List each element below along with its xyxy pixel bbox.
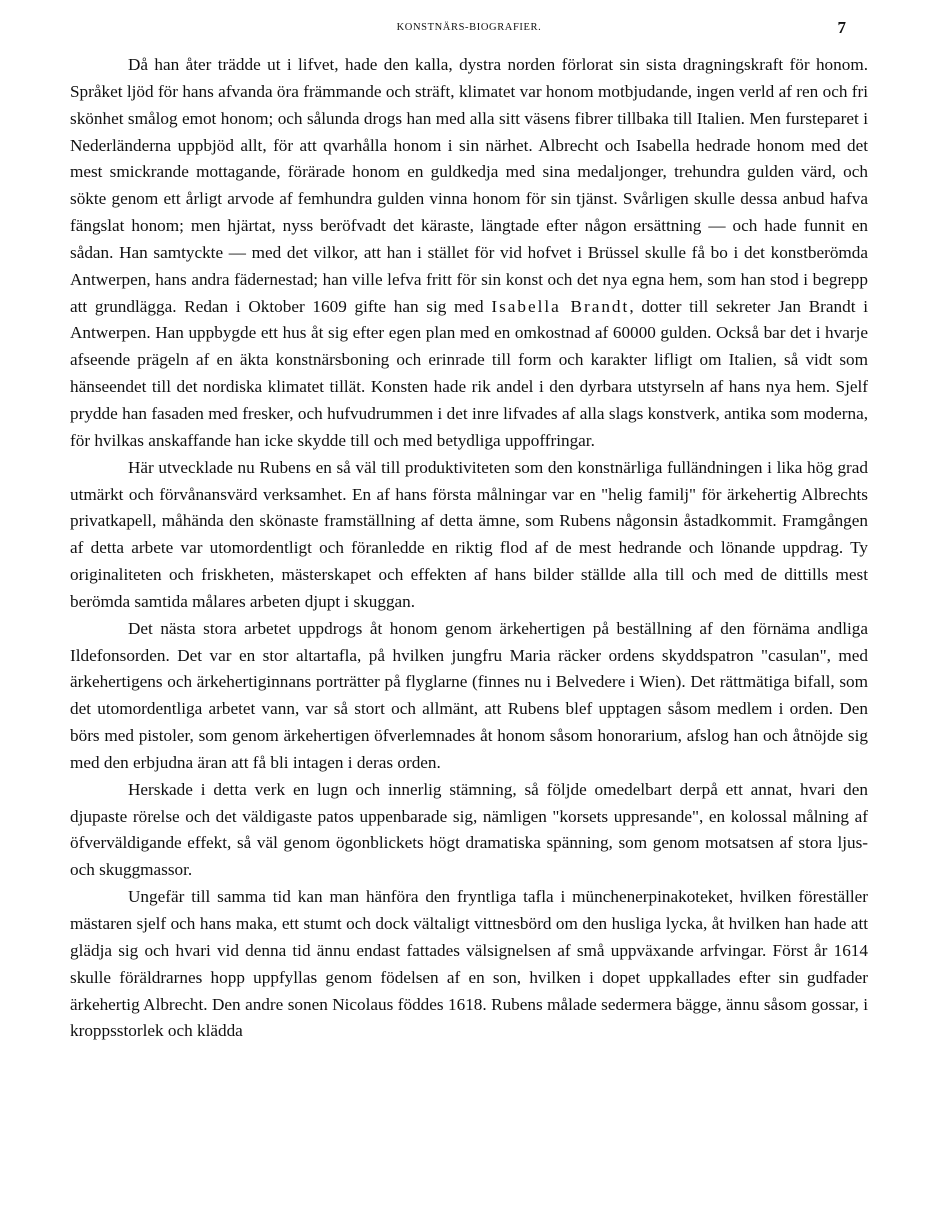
paragraph-text: Herskade i detta verk en lugn och innerlig stämning, så följde omedelbart derpå ett annat, hvari den djupaste rörelse och det väldigaste patos uppenbarade sig, nämligen "korsets uppresande", en kolossal målning af öfverväldigande effekt, så väl genom ögonblickets högt dramatiska spänning, som genom motsatsen af stora ljus- och skuggmassor. [70,779,868,880]
page-number: 7 [837,18,846,37]
body-text [70,52,868,1045]
paragraph [70,52,868,455]
running-title: KONSTNÄRS-BIOGRAFIER. [396,22,542,33]
paragraph-text: Ungefär till samma tid kan man hänföra den fryntliga tafla i münchenerpinakoteket, hvilken föreställer mästaren sjelf och hans maka, ett stumt och dock vältaligt vittnesbörd om den husliga lycka, åt hvilken han hade att glädja sig och hvari vid denna tid ännu endast fattades välsignelsen af små uppväxande arfvingar. Först år 1614 skulle föräldrarnes hopp uppfyllas genom födelsen af en son, hvilken i dopet uppkallades efter sin gudfader ärkehertig Albrecht. Den andre sonen Nicolaus föddes 1618. Rubens målade sedermera bägge, ännu såsom gossar, i kroppsstorlek och klädda [70,887,868,1041]
paragraph [70,777,868,884]
paragraph-text: Här utvecklade nu Rubens en så väl till produktiviteten som den konstnärliga fulländningen i lika hög grad utmärkt och förvånansvärd verksamhet. En af hans första målningar var en "helig familj" för ärkehertig Albrechts privatkapell, måhända den skönaste framställning af detta ämne, som Rubens någonsin åstadkommit. Framgången af detta arbete var utomordentligt och föranledde en riktig flod af de mest hedrande och lönande uppdrag. Ty originaliteten och friskheten, mästerskapet och effekten af hans bilder ställde alla till och med de dittills mest berömda samtida målares arbeten djupt i skuggan. [70,457,868,611]
paragraph [70,455,868,616]
book-page [70,18,868,1045]
paragraph-text: Det nästa stora arbetet uppdrogs åt honom genom ärkehertigen på beställning af den förnäma andliga Ildefonsorden. Det var en stor altartafla, på hvilken jungfru Maria räcker ordens skyddspatron "casulan", med ärkehertigens och ärkehertiginnans porträtter på flyglarne (finnes nu i Belvedere i Wien). Det rättmätiga bifall, som det utomordentliga arbetet vann, var så stort och allmänt, att Rubens blef upptagen såsom medlem i orden. Den börs med pistoler, som genom ärkehertigen öfverlemnades åt honom såsom honorarium, afslog han och åtnöjde sig med den erbjudna äran att få bli intagen i deras orden. [70,618,868,772]
paragraph [70,616,868,777]
paragraph [70,884,868,1045]
spaced-name: Isabella Brandt [491,296,630,316]
paragraph-text: Då han åter trädde ut i lifvet, hade den kalla, dystra norden förlorat sin sista dragningskraft för honom. Språket ljöd för hans afvanda öra främmande och sträft, klimatet var honom motbjudande, ingen verld af ren och fri skönhet smålog emot honom; och sålunda drogs han med alla sitt väsens fibrer tillbaka till Italien. Men fursteparet i Nederländerna uppbjöd allt, för att qvarhålla honom i sin närhet. Albrecht och Isabella hedrade honom med det mest smickrande mottagande, förärade honom en guldkedja med sina medaljonger, trehundra gulden värd, och sökte genom ett årligt arvode af femhundra gulden vinna honom för sin tjänst. Svårligen skulle dessa anbud hafva fängslat honom; men hjärtat, nyss beröfvadt det käraste, längtade efter någon ersättning — och hade funnit en sådan. Han samtyckte — med det vilkor, att han i stället för vid hofvet i Brüssel skulle få bo i det konstberömda Antwerpen, hans andra fädernestad; han ville lefva fritt för sin konst och det nya egna hem, som han stod i begrepp att grundlägga. Redan i Oktober 1609 gifte han sig med [70,55,868,316]
paragraph-text: , dotter till sekreter Jan Brandt i Antwerpen. Han uppbygde ett hus åt sig efter egen plan med en omkostnad af 60000 gulden. Också bar det i hvarje afseende prägeln af en äkta konstnärsboning och erinrade till form och karakter lifligt om Italien, så vidt som hänseendet till det nordiska klimatet tillät. Konsten hade rik andel i den dyrbara utstyrseln af hans nya hem. Sjelf prydde han fasaden med fresker, och hufvudrummen i det inre lifvades af alla slags konstverk, antika som moderna, för hvilkas anskaffande han icke skydde till och med betydliga uppoffringar. [70,296,868,450]
running-head [70,18,868,46]
